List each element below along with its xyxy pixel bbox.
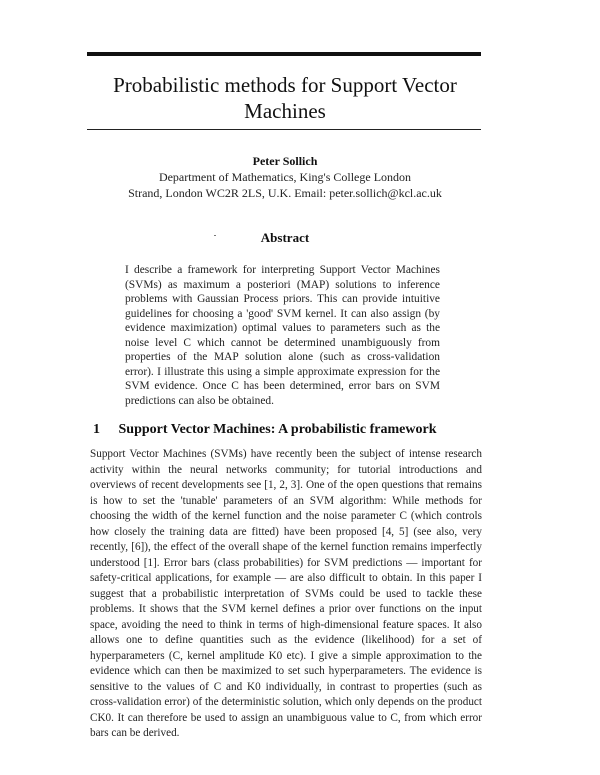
title-bottom-rule: [87, 129, 481, 130]
section-body-text: Support Vector Machines (SVMs) have recently been the subject of intense research activity within the neural networks community; for tutorial introductions and overviews of recent developments see [1, 2, 3]. One of the open questions that remains is how to set the 'tunable' parameters of an SVM algorithm: While methods for choosing the width of the kernel function and the noise parameter C (which controls how closely the training data are fitted) have been proposed [4, 5] (see also, very recently, [6]), the effect of the overall shape of the kernel function remains imperfectly understood [1]. Error bars (class probabilities) for SVM predictions — important for safety-critical applications, for example — are also difficult to obtain. In this paper I suggest that a probabilistic interpretation of SVMs could be used to tackle these problems. It shows that the SVM kernel defines a prior over functions on the input space, avoiding the need to think in terms of high-dimensional feature spaces. It also allows one to define quantities such as the evidence (likelihood) for a set of hyperparameters (C, kernel amplitude K0 etc). I give a simple approximation to the evidence which can then be maximized to set such hyperparameters. The evidence is sensitive to the values of C and K0 individually, in contrast to properties (such as cross-validation error) of the deterministic solution, which only depends on the product CK0. It can therefore be used to assign an unambiguous value to C, from which error bars can be derived.: [90, 448, 482, 739]
title-line-1: Probabilistic methods for Support Vector: [113, 73, 457, 97]
affiliation-line-2: Strand, London WC2R 2LS, U.K. Email: peter.sollich@kcl.ac.uk: [128, 186, 442, 200]
affiliation-line-1: Department of Mathematics, King's College London: [158, 170, 412, 184]
title-top-rule: [87, 52, 481, 56]
section-number: 1: [93, 422, 100, 437]
paper-title: [60, 72, 510, 124]
section-heading: [93, 422, 493, 438]
title-line-2: Machines: [244, 99, 326, 123]
abstract-heading: Abstract: [260, 230, 310, 245]
abstract-text: I describe a framework for interpreting Support Vector Machines (SVMs) as maximum a posteriori (MAP) solutions to inference problems with Gaussian Process priors. This can provide intuitive guidelines for choosing a 'good' SVM kernel. It can also assign (by evidence maximization) optimal values to parameters such as the noise level C which cannot be determined unambiguously from properties of the MAP solution alone (such as cross-validation error). I illustrate this using a simple approximate expression for the SVM evidence. Once C has been determined, error bars on SVM predictions can also be obtained.: [125, 264, 440, 407]
author-name: Peter Sollich: [252, 154, 318, 168]
section-title: Support Vector Machines: A probabilistic framework: [118, 422, 437, 437]
